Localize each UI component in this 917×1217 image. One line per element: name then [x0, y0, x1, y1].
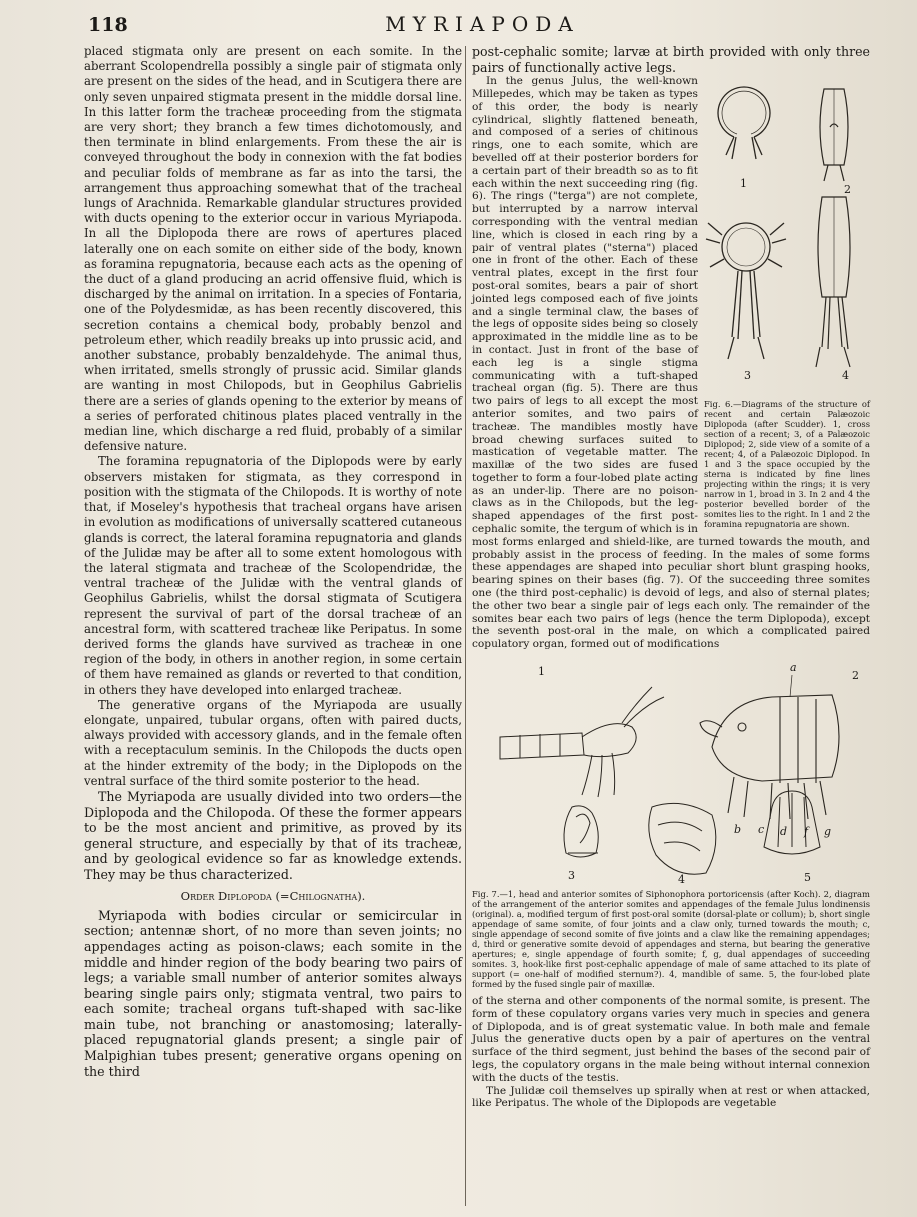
figure-6 [704, 77, 870, 529]
figure-7 [472, 657, 870, 989]
figure-6-drawing [704, 77, 870, 397]
page-number: 118 [88, 14, 128, 36]
fig6-label-1: 1 [740, 177, 747, 191]
fig7-label-2: 2 [852, 669, 859, 683]
right-column [472, 44, 870, 1110]
fig7-label-g: g [824, 825, 832, 839]
fig6-label-3: 3 [744, 369, 751, 383]
column-divider [465, 46, 466, 1206]
right-paragraph-4: The Julidæ coil themselves up spirally when at rest or when attacked, like Peripatus. The whole of the Diplopods are vegetable [472, 1084, 870, 1110]
left-column [84, 44, 462, 1079]
fig7-label-3: 3 [568, 869, 575, 883]
right-paragraph-3: of the sterna and other components of the normal somite, is present. The form of these copulatory organs varies very much in species and genera of Diplopoda, and is of great systematic value. In both male and female Julus the generative ducts open by a pair of apertures on the ventral surface of the third segment, just behind the bases of the second pair of legs, the copulatory organs in the male being without internal connexion with the ducts of the testis. [472, 995, 870, 1084]
fig7-label-1: 1 [538, 665, 545, 679]
right-paragraph-1: post-cephalic somite; larvæ at birth provided with only three pairs of functionally active legs. [472, 44, 870, 75]
fig6-wrap [472, 75, 870, 651]
figure-6-caption: Fig. 6.—Diagrams of the structure of recent and certain Palæozoic Diplopoda (after Scudder). 1, cross section of a recent; 3, of a Palæozoic Diplopod; 2, side view of a somite of a recent; 4, of a Palæozoic Diplopod. In 1 and 3 the space occupied by the sterna is indicated by fine lines projecting within the rings; it is very narrow in 1, broad in 3. In 2 and 4 the posterior bevelled border of the somites lies to the right. In 1 and 2 the foramina repugnatoria are shown. [704, 399, 870, 530]
left-paragraph-2: The foramina repugnatoria of the Diplopods were by early observers mistaken for stigmata, as they correspond in position with the stigmata of the Chilopods. It is worthy of note that, if Moseley's hypothesis that tracheal organs have arisen in evolution as modifications of universally scattered cutaneous glands is correct, the lateral foramina repugnatoria and glands of the Julidæ may be after all to some extent homologous with the lateral stigmata and tracheæ of the Scolopendridæ, the ventral tracheæ of the Julidæ with the ventral glands of Geophilus Gabrielis, whilst the dorsal stigmata of Scutigera represent the survival of part of the dorsal tracheæ of an ancestral form, with scattered tracheæ like Peripatus. In some derived forms the glands have survived as tracheæ in one region of the body, in others in another region, in some certain of them have remained as glands or reverted to that condition, in others they have developed into enlarged tracheæ. [84, 454, 462, 697]
running-title: MYRIAPODA [385, 12, 580, 36]
left-paragraph-5: Myriapoda with bodies circular or semicircular in section; antennæ short, of no more than seven joints; no appendages acting as poison-claws; each somite in the middle and hinder region of the body bearing two pairs of legs; a variable small number of anterior somites always bearing single pairs only; stigmata ventral, two pairs to each somite; tracheal organs tuft-shaped with sac-like main tube, not branching or anastomosing; laterally-placed repugnatorial glands present; a single pair of Malpighian tubes present; generative organs opening on the third [84, 907, 462, 1079]
fig7-label-5: 5 [804, 871, 811, 885]
fig7-label-c: c [758, 823, 765, 837]
figure-7-drawing [472, 657, 870, 887]
figure-7-caption: Fig. 7.—1, head and anterior somites of Siphonophora portoricensis (after Koch). 2, diagram of the arrangement of the anterior somites and appendages of the female Julus londinensis (original). a, modified tergum of first post-oral somite (dorsal-plate or collum); b, short single appendage of same somite, of four joints and a claw only, turned towards the mouth; c, single appendage of second somite of five joints and a claw like the remaining appendages; d, third or generative somite devoid of appendages and sterna, but bearing the generative apertures; e, single appendage of fourth somite; f, g, dual appendages of succeeding somites. 3, hook-like first post-cephalic appendage of male of same attached to its plate of support (= one-half of modified sternum?). 4, mandible of same. 5, the four-lobed plate formed by the fused single pair of maxillæ. [472, 889, 870, 990]
fig6-label-2: 2 [844, 183, 851, 197]
fig7-label-a: a [790, 661, 797, 675]
fig7-label-b: b [734, 823, 742, 837]
left-paragraph-3: The generative organs of the Myriapoda are usually elongate, unpaired, tubular organs, often with paired ducts, always provided with accessory glands, and in the female often with a receptaculum seminis. In the Chilopods the ducts open at the hinder extremity of the body; in the Diplopods on the ventral surface of the third somite posterior to the head. [84, 697, 462, 788]
left-paragraph-4: The Myriapoda are usually divided into two orders—the Diplopoda and the Chilopoda. Of these the former appears to be the most ancient and primitive, as proved by its general structure, and especially by that of its tracheæ, and by geological evidence so far as knowledge extends. They may be thus characterized. [84, 788, 462, 882]
fig7-label-d: d [780, 825, 788, 839]
fig7-label-f: f [804, 825, 809, 839]
left-paragraph-1: placed stigmata only are present on each somite. In the aberrant Scolopendrella possibly a single pair of stigmata only are present on the sides of the head, and in Scutigera there are only seven unpaired stigmata present in the middle dorsal line. In this latter form the tracheæ proceeding from the stigmata are very short; they branch a few times dichotomously, and then terminate in blind enlargements. From these the air is conveyed throughout the body in connexion with the fat bodies and peculiar folds of membrane as far as into the tarsi, the arrangement thus approaching somewhat that of the tracheal lungs of Arachnida. Remarkable glandular structures provided with ducts opening to the exterior occur in various Myriapoda. In all the Diplopoda there are rows of apertures placed laterally one on each somite on either side of the body, known as foramina repugnatoria, because each acts as the opening of the duct of a gland producing an acrid offensive fluid, which is discharged by the animal on irritation. In a species of Fontaria, one of the Polydesmidæ, as has been recently discovered, this secretion contains a chemical body, probably benzol and petroleum ether, which readily breaks up into prussic acid, and another substance, probably benzaldehyde. The animal thus, when irritated, smells strongly of prussic acid. Similar glands are wanting in most Chilopods, but in Geophilus Gabrielis there are a series of glands opening to the exterior by means of a series of perforated chitinous plates placed ventrally in the median line, which discharge a red fluid, probably of a similar defensive nature. [84, 44, 462, 454]
order-heading: Order Diplopoda (=Chilognatha). [180, 888, 366, 903]
fig6-label-4: 4 [842, 369, 849, 383]
page-header [88, 10, 877, 40]
right-paragraph-2: In the genus Julus, the well-known Millepedes, which may be taken as types of this order, the body is nearly cylindrical, slightly flattened beneath, and composed of a series of chitinous rings, one to each somite, which are bevelled off at their posterior borders for a certain part of their breadth so as to fit each within the next succeeding ring (fig. 6). The rings ("terga") are not complete, but interrupted by a narrow interval corresponding with the ventral median line, which is closed in each ring by a pair of ventral plates ("sterna") placed one in front of the other. Each of these ventral plates, except in the first four post-oral somites, bears a pair of short jointed legs composed each of five joints and a single terminal claw, the bases of the legs of opposite sides being so closely approximated in the middle line as to be in contact. Just in front of the base of each leg is a single stigma communicating with a tuft-shaped tracheal organ (fig. 5). There are thus two pairs of legs to all except the most anterior somites, and two pairs of tracheæ. The mandibles mostly have broad chewing surfaces suited to mastication of vegetable matter. The maxillæ of the two sides are fused together to form a four-lobed plate acting as an under-lip. There are no poison-claws as in the Chilopods, but the leg-shaped appendages of the first post-cephalic somite, the tergum of which is in most forms enlarged and shield-like, are turned towards the mouth, and probably assist in the process of feeding. In the males of some forms these appendages are shaped into peculiar short blunt grasping hooks, bearing spines on their bases (fig. 7). Of the succeeding three somites one (the third post-cephalic) is devoid of legs, and also of sternal plates; the other two bear a single pair of legs each only. The remainder of the somites bear each two pairs of legs (hence the term Diplopoda), except the seventh post-oral in the male, on which a complicated paired copulatory organ, formed out of modifications [472, 75, 870, 651]
fig7-label-4: 4 [678, 873, 685, 887]
